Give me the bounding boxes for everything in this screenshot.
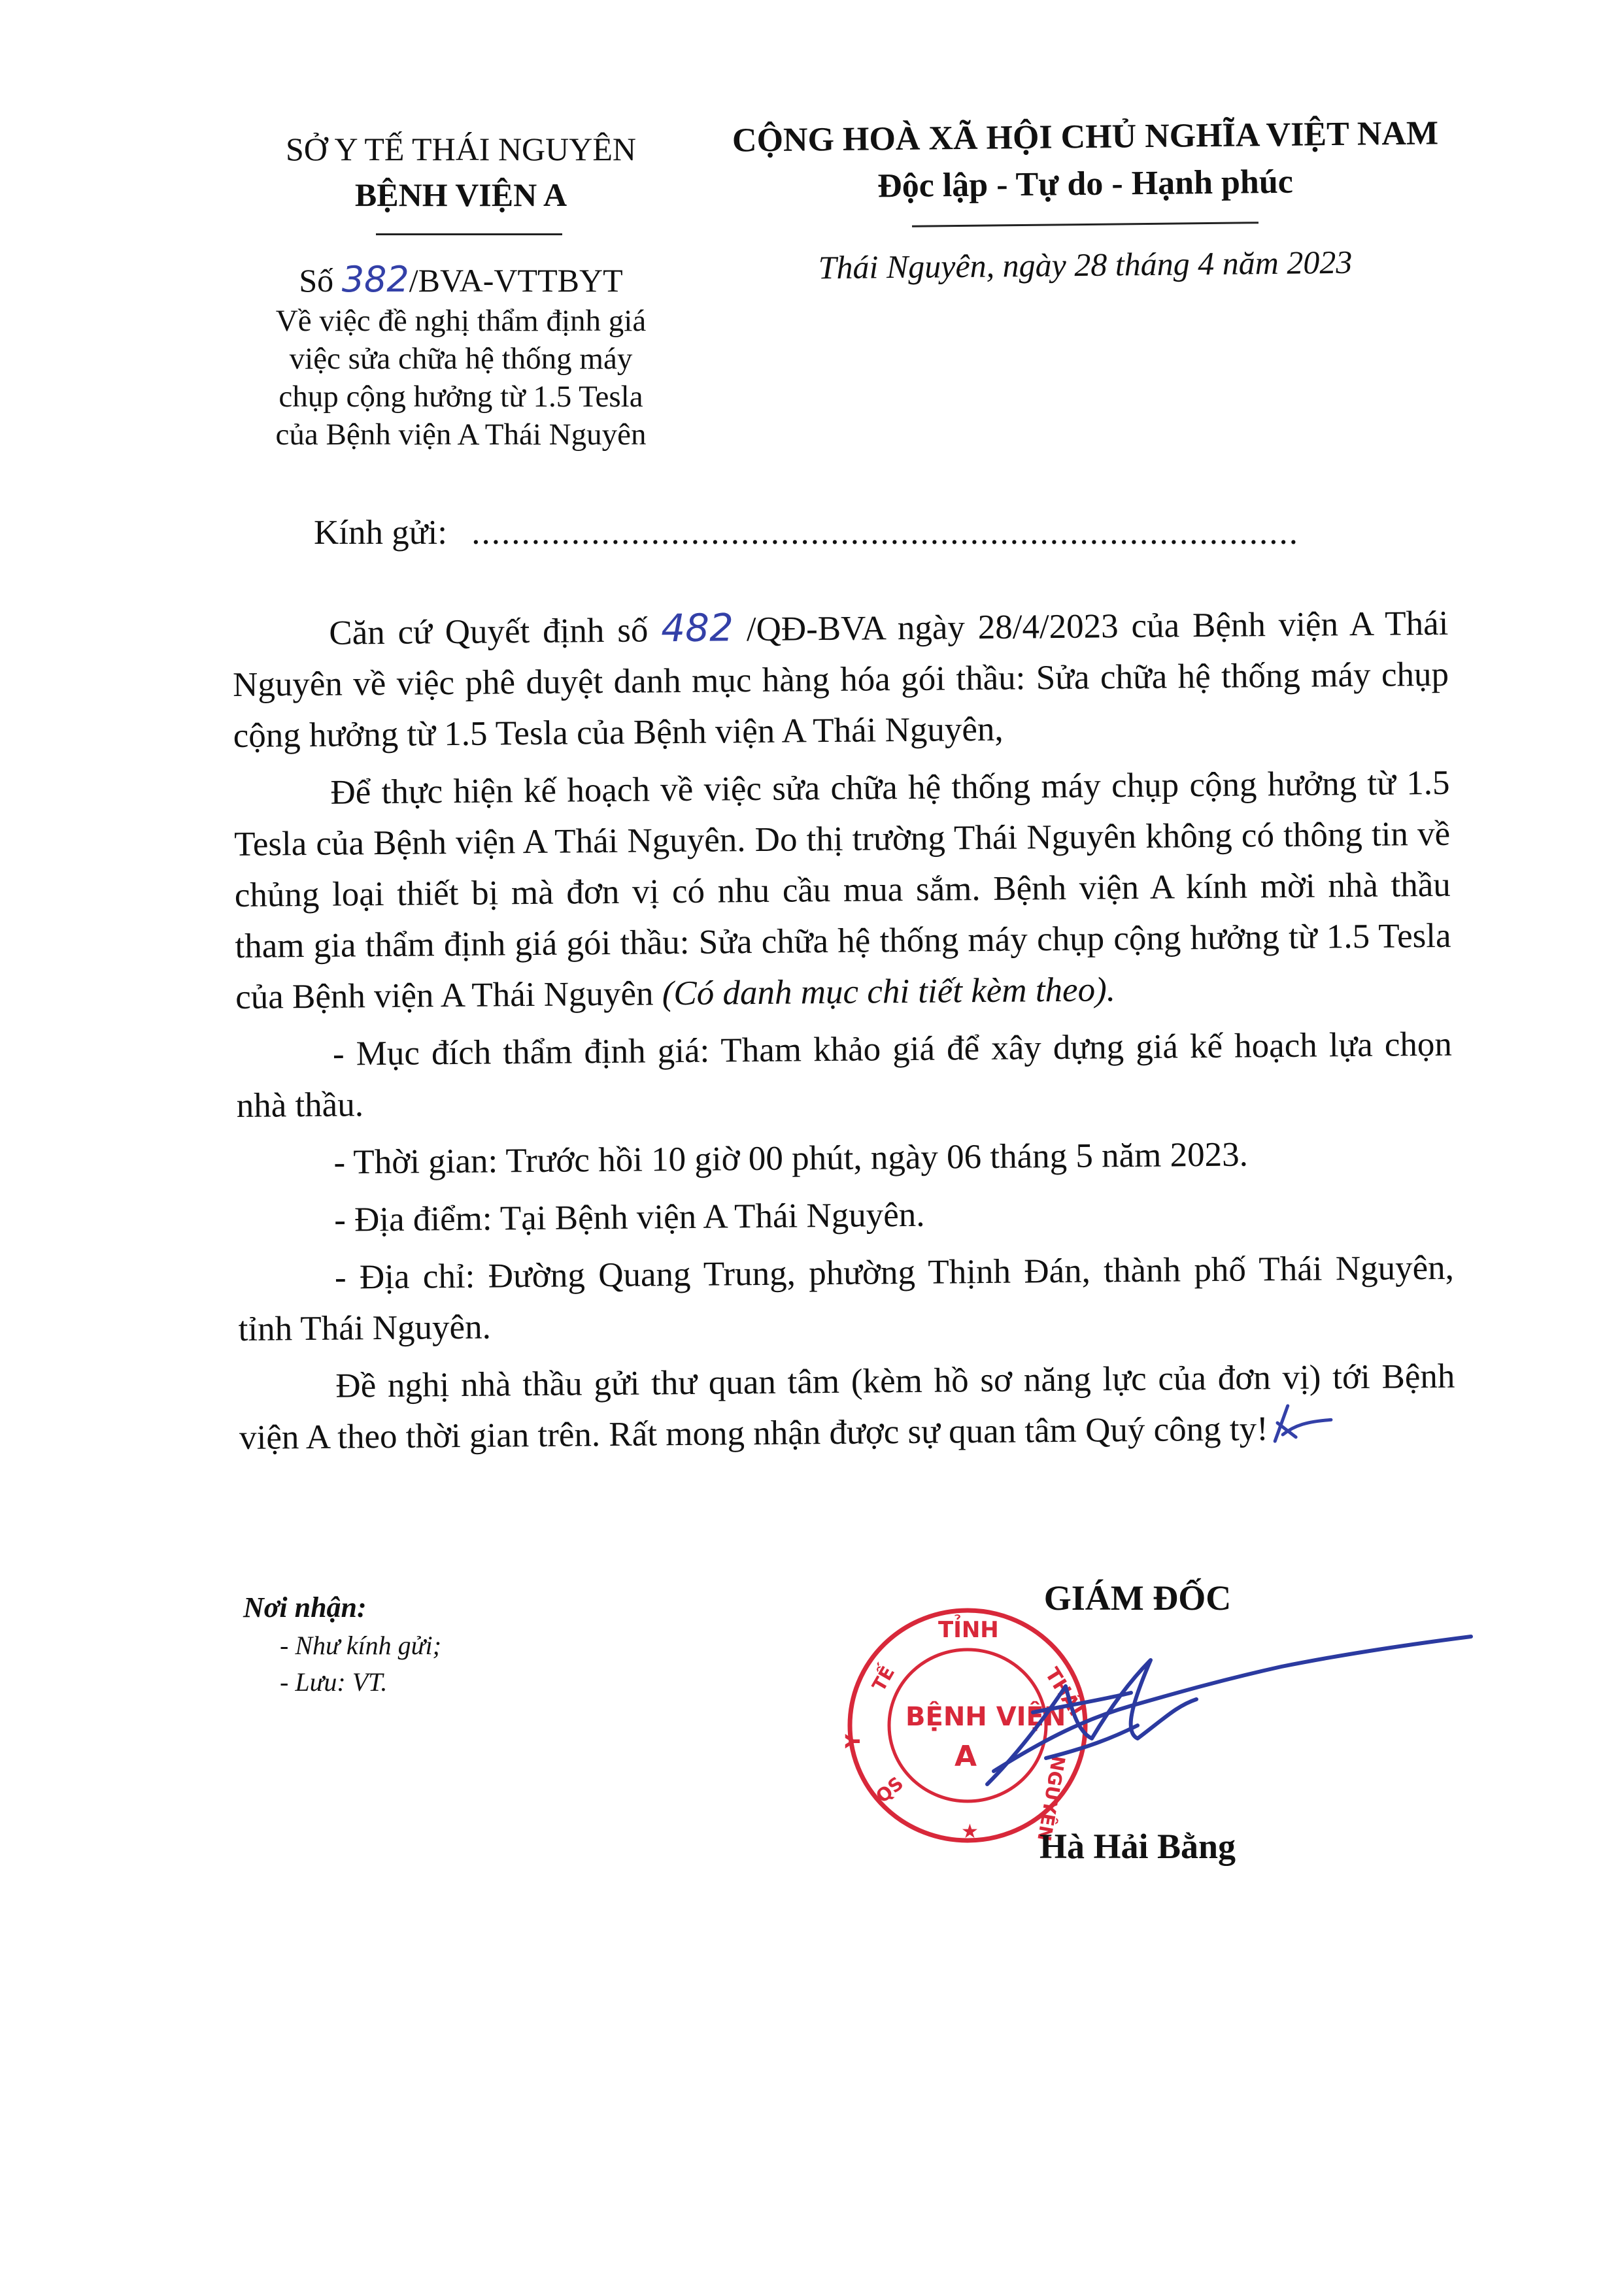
recipient-item: - Như kính gửi; <box>280 1631 441 1660</box>
stamp-text: TẾ <box>868 1662 900 1695</box>
body-item-appraisal-purpose: - Mục đích thẩm định giá: Tham khảo giá để xây dựng giá kế hoạch lựa chọn nhà thầu. <box>236 1025 1453 1125</box>
subject-block <box>248 302 673 454</box>
organization-name: BỆNH VIỆN A <box>354 176 567 213</box>
stamp-text: BỆNH VIỆN <box>905 1702 1066 1732</box>
decision-number-handwritten: 482 <box>660 605 734 651</box>
stamp-text: Y <box>842 1734 865 1748</box>
stamp-text: NGUYÊN <box>1033 1754 1070 1843</box>
request-text: Đề nghị nhà thầu gửi thư quan tâm (kèm hồ sơ năng lực của đơn vị) tới Bệnh viện A theo thời gian trên. Rất mong nhận được sự quan tâm Quý công ty! <box>239 1357 1455 1457</box>
issuing-authority: SỞ Y TẾ THÁI NGUYÊN <box>285 131 637 167</box>
subject-line: Về việc đề nghị thẩm định giá <box>275 304 647 338</box>
stamp-text: QS <box>871 1772 908 1808</box>
motto-underline <box>912 222 1259 227</box>
salutation-dots: ................................................................................... <box>471 514 1299 552</box>
subject-line: chụp cộng hưởng từ 1.5 Tesla <box>279 380 643 414</box>
body-paragraph-request <box>239 1351 1455 1463</box>
handwritten-signature-icon <box>915 1608 1478 1817</box>
recipients-block <box>243 1588 635 1701</box>
salutation-label: Kính gửi: <box>314 514 447 552</box>
body-item-time: - Thời gian: Trước hồi 10 giờ 00 phút, ngày 06 tháng 5 năm 2023. <box>333 1135 1249 1182</box>
national-title: CỘNG HOÀ XÃ HỘI CHỦ NGHĨA VIỆT NAM <box>732 114 1439 159</box>
body-paragraph-basis <box>232 596 1449 761</box>
svg-text:★: ★ <box>961 1820 979 1843</box>
document-number-prefix: Số <box>299 262 342 299</box>
place-date: Thái Nguyên, ngày 28 tháng 4 năm 2023 <box>818 243 1353 286</box>
stamp-text: TỈNH <box>938 1617 999 1643</box>
basis-text-after: /QĐ-BVA ngày 28/4/2023 của Bệnh viện A Thái Nguyên về việc phê duyệt danh mục hàng hóa gói thầu: Sửa chữa hệ thống máy chụp cộng hưởng từ 1.5 Tesla của Bệnh viện A Thái Nguyên, <box>232 604 1449 755</box>
document-number-suffix: /BVA-VTTBYT <box>409 262 623 299</box>
subject-line: của Bệnh viện A Thái Nguyên <box>275 418 647 452</box>
salutation <box>314 510 1425 556</box>
purpose-text: Để thực hiện kế hoạch về việc sửa chữa hệ thống máy chụp cộng hưởng từ 1.5 Tesla của Bệnh viện A Thái Nguyên. Do thị trường Thái Nguyên không có thông tin về chủng loại thiết bị mà đơn vị có nhu cầu mua sắm. Bệnh viện A kính mời nhà thầu tham gia thẩm định giá gói thầu: Sửa chữa hệ thống máy chụp cộng hưởng từ 1.5 Tesla của Bệnh viện A Thái Nguyên <box>233 763 1451 1016</box>
signer-position: GIÁM ĐỐC <box>1043 1578 1232 1618</box>
body-paragraph-purpose <box>233 757 1451 1023</box>
document-number <box>248 260 673 300</box>
signer-name: Hà Hải Bằng <box>1039 1827 1236 1866</box>
recipient-item: - Lưu: VT. <box>280 1667 388 1697</box>
recipients-title: Nơi nhận: <box>243 1591 367 1623</box>
body-item-address: - Địa chỉ: Đường Quang Trung, phường Thịnh Đán, thành phố Thái Nguyên, tỉnh Thái Nguyên. <box>238 1248 1455 1348</box>
document-number-handwritten: 382 <box>341 259 409 300</box>
national-motto: Độc lập - Tự do - Hạnh phúc <box>877 163 1294 205</box>
stamp-text: THÁI <box>1040 1663 1088 1721</box>
organization-underline <box>376 233 562 235</box>
subject-line: việc sửa chữa hệ thống máy <box>289 342 633 376</box>
stamp-text: A <box>955 1740 977 1773</box>
body-item-location: - Địa điểm: Tại Bệnh viện A Thái Nguyên. <box>333 1195 925 1239</box>
purpose-italic-note: (Có danh mục chi tiết kèm theo). <box>662 971 1116 1013</box>
basis-text-before: Căn cứ Quyết định số <box>329 611 662 652</box>
handwritten-mark-icon <box>1268 1403 1334 1445</box>
letter-body <box>232 596 1455 1463</box>
